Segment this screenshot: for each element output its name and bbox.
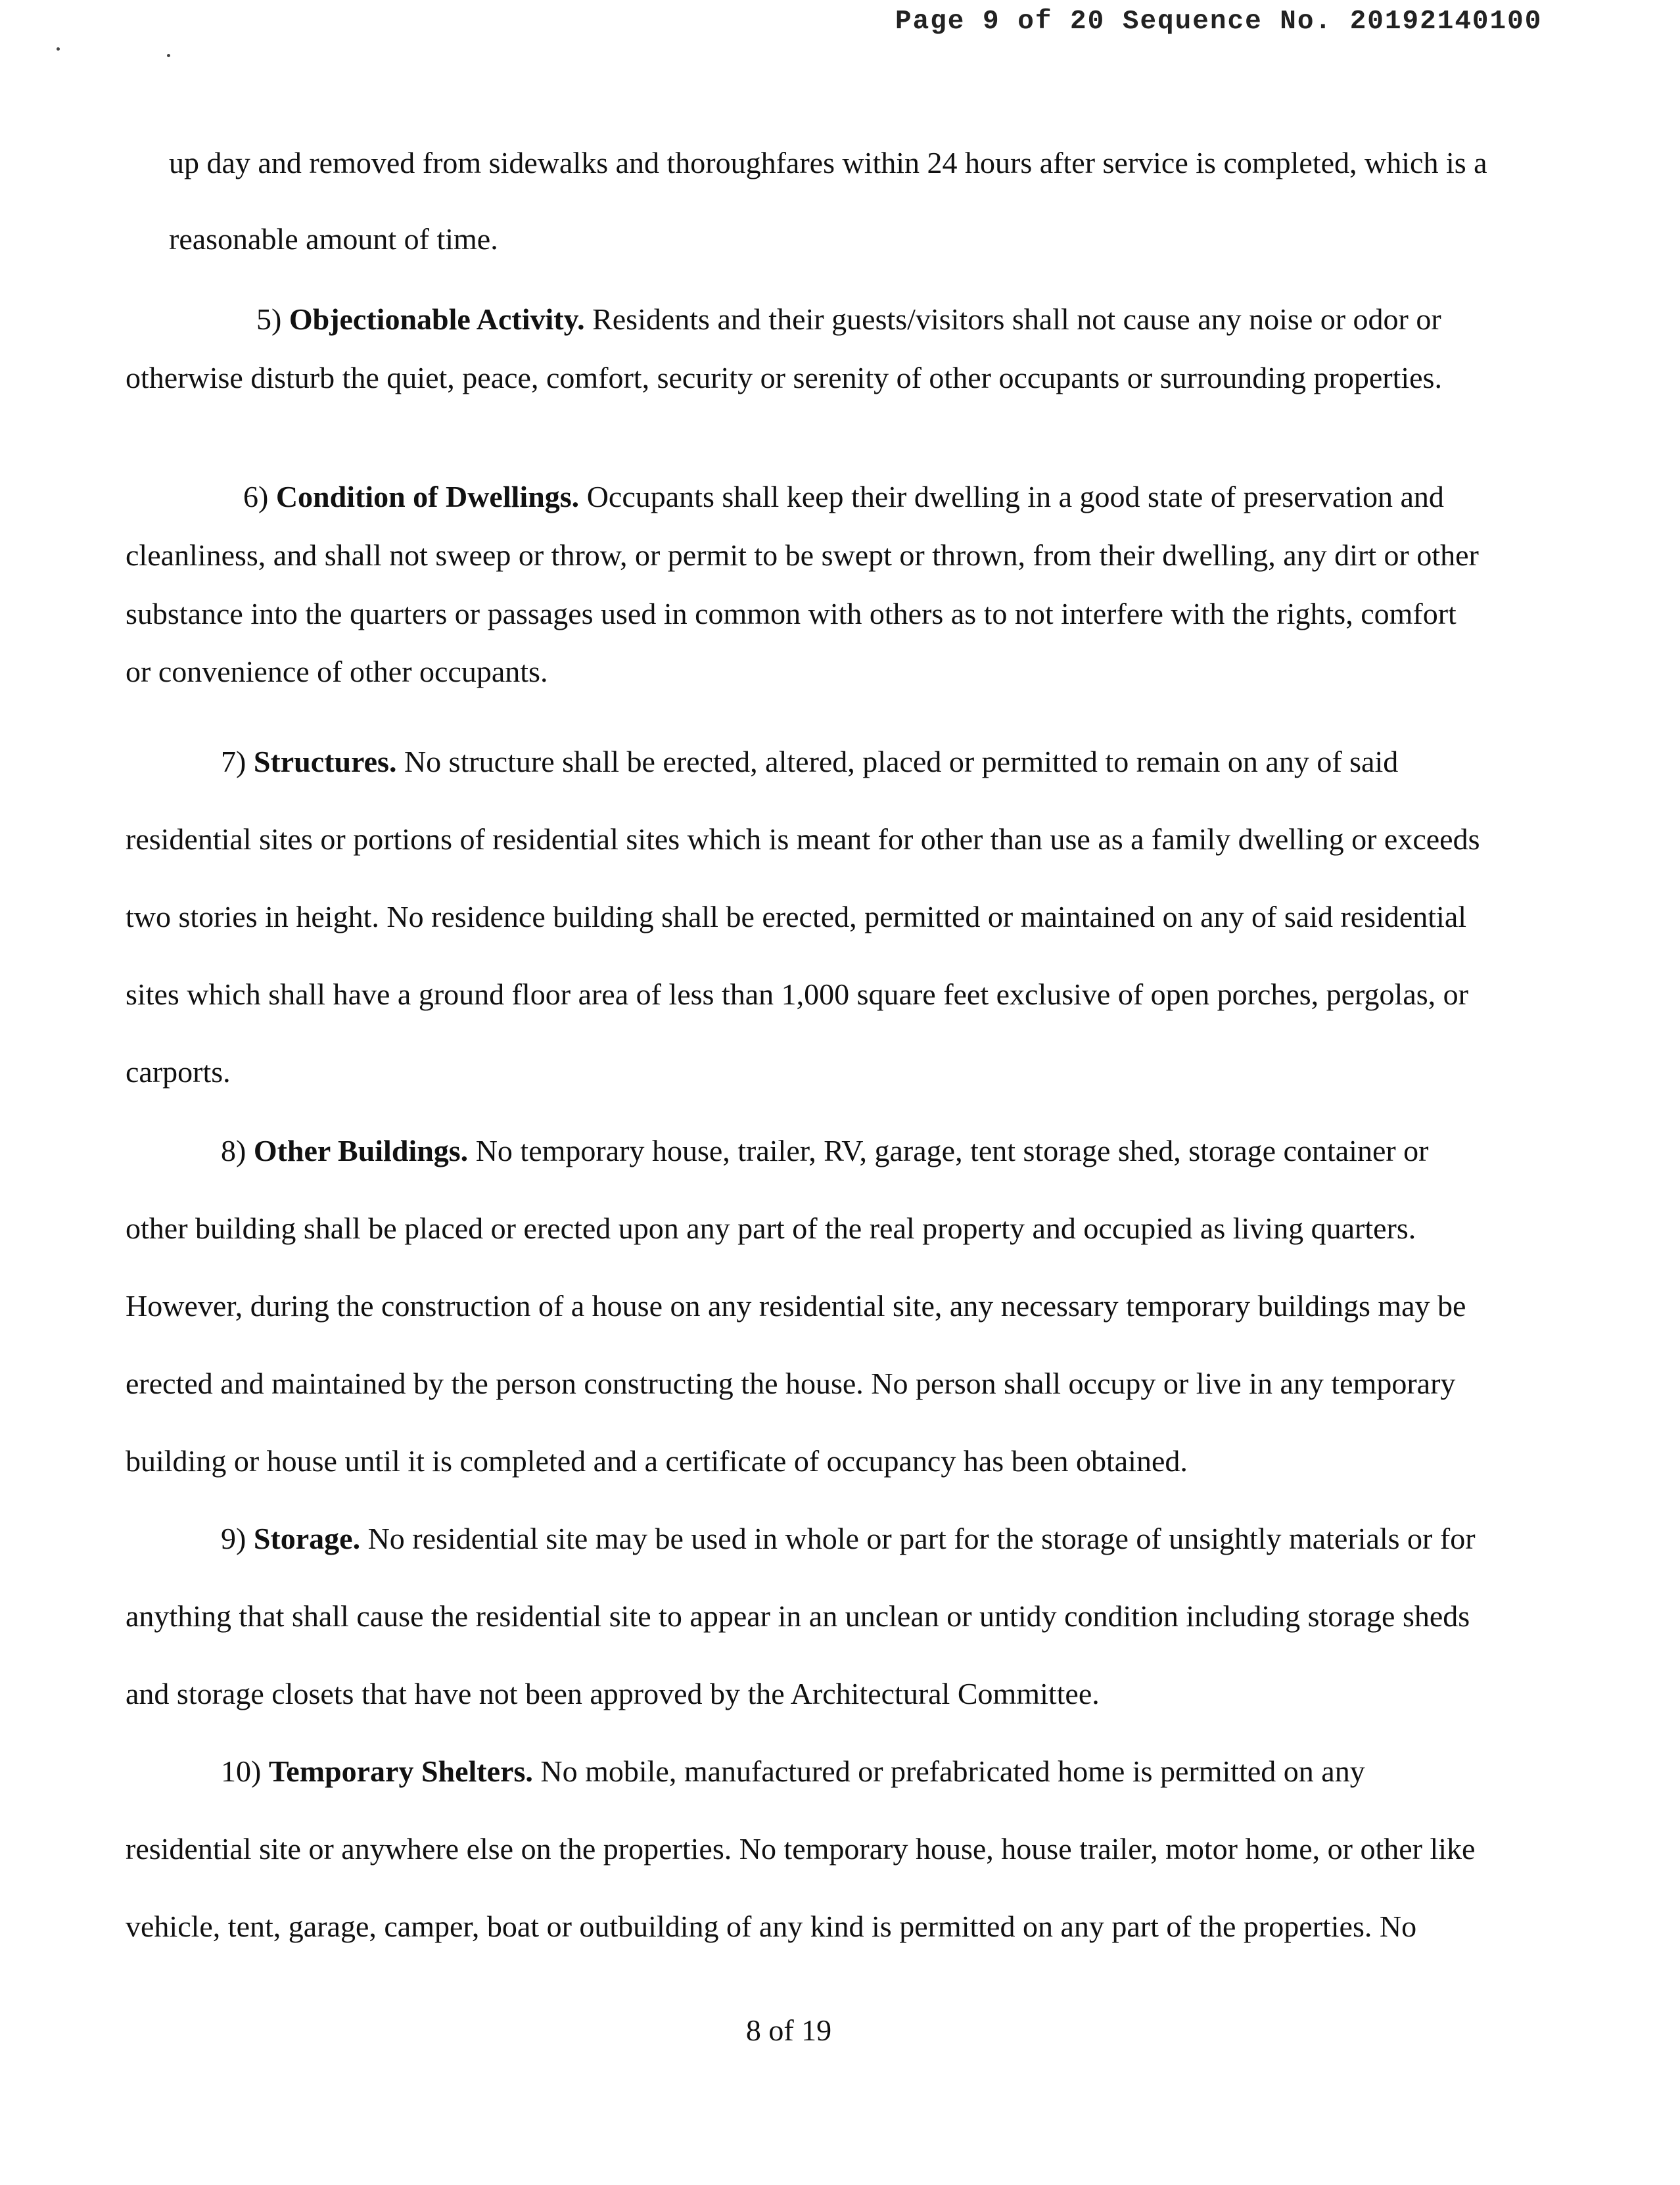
section-heading: Other Buildings. [253,1134,469,1167]
paragraph-line: anything that shall cause the residential site to appear in an unclean or untidy condition including storage sheds [126,1599,1470,1633]
section-text: No residential site may be used in whole or part for the storage of unsightly materials or for [367,1522,1476,1555]
section-7-first-line [221,747,1398,777]
section-number: 5) [256,302,282,336]
paragraph-line: carports. [126,1055,231,1089]
paragraph-line: building or house until it is completed and a certificate of occupancy has been obtained. [126,1444,1188,1478]
section-number: 8) [221,1134,246,1167]
paragraph-line: cleanliness, and shall not sweep or throw, or permit to be swept or thrown, from their dwelling, any dirt or other [126,538,1479,572]
section-5-first-line [256,304,1441,335]
section-text: No structure shall be erected, altered, placed or permitted to remain on any of said [404,745,1399,778]
section-heading: Condition of Dwellings. [275,480,580,513]
paragraph-line: or convenience of other occupants. [126,655,548,688]
page-sequence-header: Page 9 of 20 Sequence No. 20192140100 [895,7,1543,37]
section-heading: Temporary Shelters. [268,1754,533,1788]
paragraph-line: up day and removed from sidewalks and thoroughfares within 24 hours after service is completed, which is a [169,146,1487,179]
paragraph-line: vehicle, tent, garage, camper, boat or outbuilding of any kind is permitted on any part of the properties. No [126,1910,1417,1943]
section-10-first-line [221,1756,1365,1787]
section-9-first-line [221,1524,1476,1554]
section-text: Occupants shall keep their dwelling in a good state of preservation and [586,480,1444,513]
paragraph-line: reasonable amount of time. [169,222,498,256]
paragraph-line: However, during the construction of a house on any residential site, any necessary temporary buildings may be [126,1289,1466,1323]
page-number-footer: 8 of 19 [745,2013,832,2047]
paragraph-line: otherwise disturb the quiet, peace, comfort, security or serenity of other occupants or surrounding properties. [126,361,1442,394]
section-heading: Objectionable Activity. [289,302,585,336]
paragraph-line: residential sites or portions of residential sites which is meant for other than use as a family dwelling or exceeds [126,822,1480,856]
section-number: 6) [243,480,269,513]
paragraph-line: substance into the quarters or passages used in common with others as to not interfere with the rights, comfort [126,597,1457,630]
section-number: 7) [221,745,246,778]
section-number: 9) [221,1522,246,1555]
section-text: Residents and their guests/visitors shall not cause any noise or odor or [592,302,1441,336]
paragraph-line: residential site or anywhere else on the properties. No temporary house, house trailer, motor home, or other like [126,1832,1476,1866]
section-number: 10) [221,1754,262,1788]
section-heading: Storage. [253,1522,361,1555]
section-text: No mobile, manufactured or prefabricated home is permitted on any [540,1754,1365,1788]
paragraph-line: and storage closets that have not been approved by the Architectural Committee. [126,1677,1100,1710]
paragraph-line: two stories in height. No residence building shall be erected, permitted or maintained on any of said residential [126,900,1467,933]
section-6-first-line [243,482,1444,512]
section-heading: Structures. [253,745,397,778]
paragraph-line: sites which shall have a ground floor area of less than 1,000 square feet exclusive of open porches, pergolas, or [126,977,1468,1011]
section-text: No temporary house, trailer, RV, garage, tent storage shed, storage container or [475,1134,1429,1167]
paragraph-line: other building shall be placed or erected upon any part of the real property and occupied as living quarters. [126,1211,1416,1245]
paragraph-line: erected and maintained by the person constructing the house. No person shall occupy or live in any temporary [126,1367,1456,1400]
section-8-first-line [221,1136,1429,1166]
